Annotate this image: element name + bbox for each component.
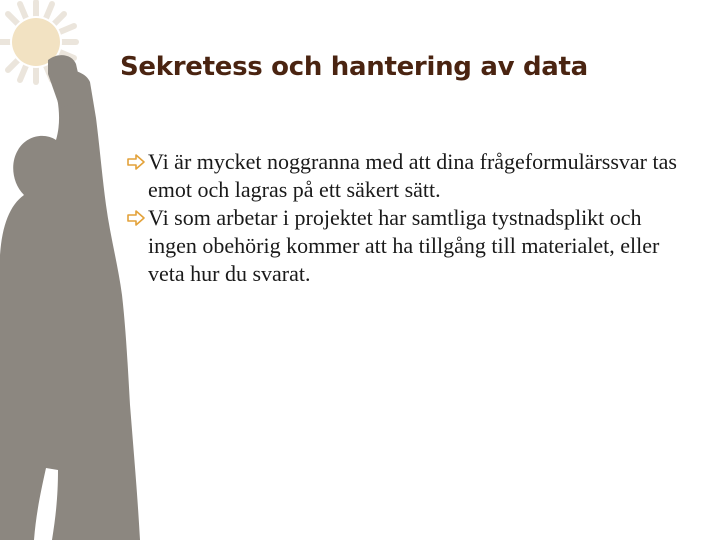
bullet-list xyxy=(132,148,692,288)
decorative-figure-with-sun-image xyxy=(0,0,140,540)
raised-arm-shape xyxy=(48,55,84,108)
bullet-text: Vi som arbetar i projektet har samtliga tystnadsplikt och ingen obehörig kommer att ha tillgång till materialet, eller veta hur du svarat. xyxy=(148,205,660,286)
bullet-item xyxy=(132,204,692,288)
person-silhouette xyxy=(0,70,140,540)
bullet-item xyxy=(132,148,692,204)
bullet-text: Vi är mycket noggranna med att dina frågeformulärssvar tas emot och lagras på ett säkert sätt. xyxy=(148,149,677,202)
slide-title: Sekretess och hantering av data xyxy=(120,52,588,82)
hollow-arrow-right-icon xyxy=(126,208,146,228)
hollow-arrow-right-icon xyxy=(126,152,146,172)
